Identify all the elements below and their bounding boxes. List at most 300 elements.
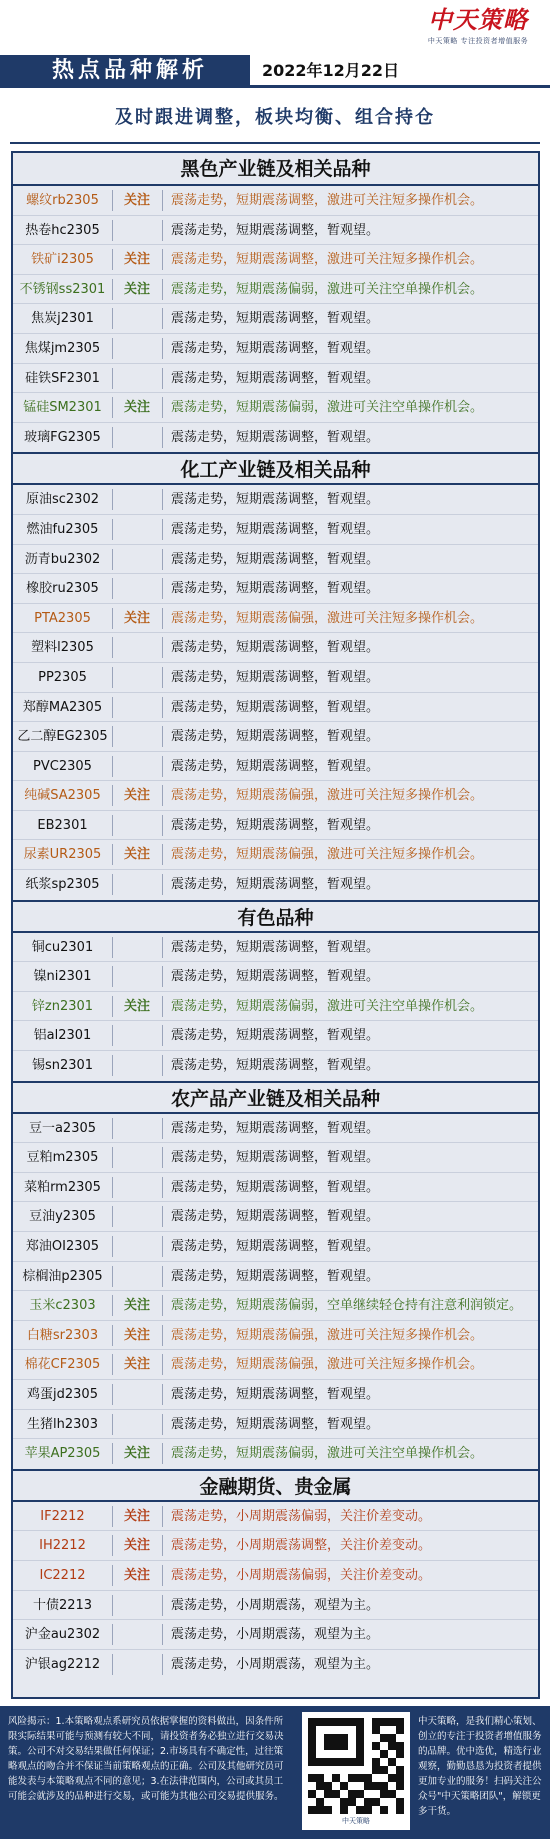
column-divider <box>162 1055 163 1076</box>
column-divider <box>112 966 113 987</box>
column-divider <box>162 667 163 688</box>
qr-module <box>388 1726 396 1734</box>
qr-module <box>340 1790 348 1798</box>
qr-module <box>332 1726 340 1734</box>
column-divider <box>112 1506 113 1527</box>
qr-module <box>316 1742 324 1750</box>
analysis-table <box>11 151 540 1699</box>
qr-module <box>372 1782 380 1790</box>
column-divider <box>162 368 163 389</box>
qr-module <box>332 1718 340 1726</box>
qr-module <box>348 1782 356 1790</box>
commodity-name: 白糖sr2303 <box>26 1327 99 1343</box>
qr-module <box>380 1734 388 1742</box>
column-divider <box>112 1384 113 1405</box>
qr-module <box>340 1806 348 1814</box>
commodity-outlook: 震荡走势，短期震荡偏强，激进可关注短多操作机会。 <box>171 788 484 804</box>
commodity-name: IH2212 <box>39 1538 86 1554</box>
page-subtitle: 及时跟进调整，板块均衡、组合持仓 <box>115 107 435 128</box>
commodity-name: 生猪lh2303 <box>27 1416 98 1432</box>
commodity-outlook: 震荡走势，短期震荡调整，暂观望。 <box>171 1120 380 1136</box>
qr-module <box>396 1798 404 1806</box>
qr-module <box>316 1718 324 1726</box>
column-divider <box>162 220 163 241</box>
commodity-name: 橡胶ru2305 <box>26 581 99 597</box>
commodity-row <box>13 1262 538 1292</box>
qr-module <box>316 1790 324 1798</box>
commodity-outlook: 震荡走势，短期震荡调整，激进可关注短多操作机会。 <box>171 193 484 208</box>
column-divider <box>162 489 163 510</box>
commodity-row <box>13 811 538 841</box>
qr-module <box>308 1806 316 1814</box>
column-divider <box>162 338 163 359</box>
section-heading: 黑色产业链及相关品种 <box>13 153 538 186</box>
focus-tag: 关注 <box>123 788 150 804</box>
commodity-name: PVC2305 <box>33 758 92 774</box>
qr-module <box>356 1766 364 1774</box>
qr-module <box>308 1782 316 1790</box>
commodity-name: 十债2213 <box>32 1597 93 1613</box>
qr-module <box>364 1758 372 1766</box>
qr-module <box>340 1742 348 1750</box>
qr-module <box>380 1806 388 1814</box>
commodity-name: 鸡蛋jd2305 <box>27 1386 98 1402</box>
column-divider <box>112 220 113 241</box>
section-body <box>13 1502 538 1680</box>
qr-module <box>396 1806 404 1814</box>
column-divider <box>162 1443 163 1464</box>
commodity-outlook: 震荡走势，短期震荡偏弱，空单继续轻仓持有注意利润锁定。 <box>171 1298 523 1314</box>
commodity-name: 铝al2301 <box>33 1028 92 1044</box>
qr-module <box>324 1758 332 1766</box>
column-divider <box>162 519 163 540</box>
qr-module <box>308 1790 316 1798</box>
column-divider <box>112 996 113 1017</box>
commodity-outlook: 震荡走势，短期震荡偏弱，激进可关注空单操作机会。 <box>171 400 484 416</box>
commodity-outlook: 震荡走势，短期震荡调整，暂观望。 <box>171 729 380 745</box>
section-heading: 农产品产业链及相关品种 <box>13 1081 538 1114</box>
qr-module <box>364 1798 372 1806</box>
column-divider <box>162 844 163 865</box>
qr-module <box>308 1734 316 1742</box>
qr-code[interactable] <box>302 1712 410 1830</box>
column-divider <box>112 1325 113 1346</box>
qr-module <box>348 1718 356 1726</box>
commodity-name: 纸浆sp2305 <box>25 877 100 893</box>
commodity-name: 沥青bu2302 <box>24 551 101 567</box>
qr-module <box>340 1782 348 1790</box>
column-divider <box>112 667 113 688</box>
qr-module <box>364 1774 372 1782</box>
qr-module <box>348 1766 356 1774</box>
qr-module <box>388 1782 396 1790</box>
commodity-row <box>13 275 538 305</box>
column-divider <box>162 608 163 629</box>
commodity-outlook: 震荡走势，短期震荡偏弱，激进可关注空单操作机会。 <box>171 1446 484 1462</box>
risk-disclaimer: 风险揭示：1.本策略观点系研究员依据掌握的资料做出，因条件所限实际结果可能与预测有较大不同，请投资者务必独立进行交易决策。公司不对交易结果做任何保证；2.市场具有不确定性，过往策略观点的吻合并不保证当前策略观点的正确。公司及其他研究员可能发表与本策略观点不同的意见；3.在法律范围内，公司或其员工可能会就涉及的品种进行交易，或可能为其他公司交易提供服务。 <box>8 1716 284 1802</box>
commodity-name: 铁矿i2305 <box>31 252 94 268</box>
commodity-name: 热卷hc2305 <box>25 222 100 238</box>
column-divider <box>162 697 163 718</box>
column-divider <box>112 1354 113 1375</box>
column-divider <box>112 519 113 540</box>
qr-module <box>332 1758 340 1766</box>
qr-module <box>396 1734 404 1742</box>
focus-tag: 关注 <box>123 1298 150 1314</box>
commodity-outlook: 震荡走势，短期震荡偏强，激进可关注短多操作机会。 <box>171 847 484 863</box>
qr-module <box>380 1718 388 1726</box>
commodity-outlook: 震荡走势，小周期震荡，观望为主。 <box>171 1656 380 1672</box>
qr-code-pattern <box>308 1718 404 1814</box>
qr-module <box>324 1766 332 1774</box>
column-divider <box>112 1147 113 1168</box>
commodity-outlook: 震荡走势，短期震荡调整，暂观望。 <box>171 669 380 685</box>
brand-about: 中天策略，是我们精心策划、创立的专注于投资者增值服务的品牌。优中选优，精选行业观察，勤勤恳恳为投资者提供更加专业的服务！扫码关注公众号"中天策略团队"，解锁更多干货。 <box>418 1716 542 1817</box>
commodity-row <box>13 545 538 575</box>
qr-module <box>324 1798 332 1806</box>
commodity-row <box>13 364 538 394</box>
section-body <box>13 186 538 452</box>
qr-module <box>308 1726 316 1734</box>
footer <box>0 1706 550 1839</box>
commodity-name: 菜粕rm2305 <box>24 1179 101 1195</box>
qr-module <box>308 1798 316 1806</box>
column-divider <box>112 844 113 865</box>
column-divider <box>162 578 163 599</box>
commodity-name: 玻璃FG2305 <box>24 429 101 445</box>
qr-module <box>356 1806 364 1814</box>
commodity-name: IC2212 <box>39 1567 86 1583</box>
qr-module <box>316 1750 324 1758</box>
commodity-outlook: 震荡走势，短期震荡调整，暂观望。 <box>171 429 380 445</box>
section-heading: 化工产业链及相关品种 <box>13 452 538 485</box>
section-body <box>13 933 538 1081</box>
qr-module <box>396 1790 404 1798</box>
qr-module <box>388 1766 396 1774</box>
qr-module <box>332 1750 340 1758</box>
focus-tag: 关注 <box>123 193 150 208</box>
commodity-name: 硅铁SF2301 <box>25 370 100 386</box>
commodity-name: 豆粕m2305 <box>26 1150 99 1166</box>
commodity-row <box>13 186 538 216</box>
report-date: 2022年12月22日 <box>262 61 400 80</box>
qr-module <box>340 1798 348 1806</box>
commodity-row <box>13 1232 538 1262</box>
column-divider <box>112 279 113 300</box>
commodity-row <box>13 1439 538 1469</box>
qr-module <box>364 1806 372 1814</box>
commodity-outlook: 震荡走势，短期震荡调整，暂观望。 <box>171 1416 380 1432</box>
qr-module <box>308 1758 316 1766</box>
commodity-name: 焦炭j2301 <box>31 311 94 327</box>
commodity-row <box>13 1591 538 1621</box>
qr-module <box>388 1758 396 1766</box>
qr-module <box>340 1718 348 1726</box>
qr-module <box>340 1750 348 1758</box>
qr-module <box>396 1758 404 1766</box>
commodity-outlook: 震荡走势，短期震荡调整，暂观望。 <box>171 1268 380 1284</box>
commodity-row <box>13 216 538 246</box>
commodity-row <box>13 752 538 782</box>
commodity-name: 塑料l2305 <box>31 640 94 656</box>
column-divider <box>162 1624 163 1645</box>
column-divider <box>162 726 163 747</box>
qr-module <box>340 1758 348 1766</box>
qr-module <box>356 1734 364 1742</box>
commodity-outlook: 震荡走势，短期震荡调整，暂观望。 <box>171 1239 380 1254</box>
qr-module <box>396 1766 404 1774</box>
column-divider <box>162 1384 163 1405</box>
qr-module <box>380 1774 388 1782</box>
qr-module <box>380 1750 388 1758</box>
column-divider <box>112 1055 113 1076</box>
commodity-outlook: 震荡走势，短期震荡偏强，激进可关注短多操作机会。 <box>171 1327 484 1343</box>
column-divider <box>162 549 163 570</box>
commodity-row <box>13 1321 538 1351</box>
column-divider <box>112 1624 113 1645</box>
qr-module <box>308 1718 316 1726</box>
commodity-row <box>13 1620 538 1650</box>
qr-module <box>372 1750 380 1758</box>
qr-module <box>348 1734 356 1742</box>
qr-module <box>372 1734 380 1742</box>
qr-module <box>324 1790 332 1798</box>
commodity-row <box>13 663 538 693</box>
commodity-outlook: 震荡走势，短期震荡偏强，激进可关注短多操作机会。 <box>171 610 484 626</box>
column-divider <box>112 190 113 211</box>
qr-module <box>324 1806 332 1814</box>
commodity-name: 豆油y2305 <box>29 1209 96 1225</box>
qr-module <box>388 1734 396 1742</box>
column-divider <box>112 608 113 629</box>
commodity-outlook: 震荡走势，短期震荡调整，暂观望。 <box>171 969 380 985</box>
commodity-outlook: 震荡走势，短期震荡调整，暂观望。 <box>171 1150 380 1166</box>
column-divider <box>162 1266 163 1287</box>
focus-tag: 关注 <box>123 1446 150 1462</box>
qr-module <box>380 1782 388 1790</box>
qr-module <box>388 1750 396 1758</box>
column-divider <box>112 397 113 418</box>
qr-module <box>332 1742 340 1750</box>
qr-module <box>380 1790 388 1798</box>
commodity-outlook: 震荡走势，短期震荡调整，暂观望。 <box>171 581 380 597</box>
qr-module <box>356 1798 364 1806</box>
commodity-outlook: 震荡走势，短期震荡偏弱，激进可关注空单操作机会。 <box>171 281 484 297</box>
subtitle-divider <box>10 142 540 144</box>
qr-module <box>332 1790 340 1798</box>
commodity-outlook: 震荡走势，短期震荡调整，暂观望。 <box>171 1209 380 1225</box>
qr-module <box>380 1798 388 1806</box>
qr-module <box>388 1798 396 1806</box>
column-divider <box>162 1177 163 1198</box>
qr-module <box>372 1790 380 1798</box>
column-divider <box>112 1118 113 1139</box>
commodity-name: 锡sn2301 <box>31 1058 94 1074</box>
commodity-name: 尿素UR2305 <box>23 847 102 863</box>
commodity-row <box>13 1380 538 1410</box>
qr-module <box>396 1782 404 1790</box>
section-heading: 金融期货、贵金属 <box>13 1469 538 1502</box>
column-divider <box>112 637 113 658</box>
qr-module <box>380 1742 388 1750</box>
commodity-row <box>13 1410 538 1440</box>
commodity-outlook: 震荡走势，短期震荡调整，暂观望。 <box>171 758 380 774</box>
commodity-row <box>13 574 538 604</box>
qr-module <box>364 1766 372 1774</box>
qr-module <box>316 1758 324 1766</box>
commodity-row <box>13 1021 538 1051</box>
column-divider <box>112 338 113 359</box>
commodity-outlook: 震荡走势，短期震荡调整，暂观望。 <box>171 1179 380 1195</box>
column-divider <box>112 368 113 389</box>
qr-module <box>364 1734 372 1742</box>
column-divider <box>162 1354 163 1375</box>
focus-tag: 关注 <box>123 1357 150 1373</box>
commodity-name: 郑油OI2305 <box>25 1239 100 1254</box>
brand-logo <box>418 6 538 50</box>
column-divider <box>162 874 163 895</box>
commodity-name: 锰硅SM2301 <box>23 400 102 416</box>
commodity-row <box>13 693 538 723</box>
commodity-outlook: 震荡走势，小周期震荡，观望为主。 <box>171 1597 380 1613</box>
column-divider <box>162 1654 163 1675</box>
commodity-name: 郑醇MA2305 <box>22 699 103 715</box>
qr-module <box>372 1774 380 1782</box>
qr-module <box>356 1782 364 1790</box>
commodity-outlook: 震荡走势，短期震荡调整，暂观望。 <box>171 370 380 386</box>
qr-module <box>332 1774 340 1782</box>
column-divider <box>112 937 113 958</box>
column-divider <box>162 1565 163 1586</box>
column-divider <box>162 1236 163 1257</box>
qr-module <box>316 1806 324 1814</box>
qr-caption: 中天策略 <box>342 1817 370 1825</box>
commodity-outlook: 震荡走势，短期震荡调整，暂观望。 <box>171 311 380 327</box>
column-divider <box>162 1325 163 1346</box>
commodity-row <box>13 840 538 870</box>
column-divider <box>112 1266 113 1287</box>
commodity-row <box>13 1350 538 1380</box>
qr-module <box>316 1798 324 1806</box>
column-divider <box>162 1535 163 1556</box>
commodity-name: 螺纹rb2305 <box>26 193 99 208</box>
commodity-name: 苹果AP2305 <box>24 1446 101 1462</box>
commodity-outlook: 震荡走势，短期震荡调整，暂观望。 <box>171 877 380 893</box>
qr-module <box>364 1790 372 1798</box>
qr-module <box>324 1782 332 1790</box>
title-underline <box>0 85 550 88</box>
qr-module <box>364 1782 372 1790</box>
commodity-outlook: 震荡走势，短期震荡调整，暂观望。 <box>171 640 380 656</box>
qr-module <box>332 1806 340 1814</box>
column-divider <box>112 697 113 718</box>
commodity-row <box>13 604 538 634</box>
column-divider <box>112 1236 113 1257</box>
column-divider <box>112 1177 113 1198</box>
column-divider <box>112 1443 113 1464</box>
commodity-row <box>13 304 538 334</box>
commodity-row <box>13 1143 538 1173</box>
commodity-name: 焦煤jm2305 <box>24 340 101 356</box>
column-divider <box>162 937 163 958</box>
commodity-row <box>13 515 538 545</box>
column-divider <box>162 1206 163 1227</box>
commodity-name: PTA2305 <box>34 610 91 626</box>
qr-module <box>356 1726 364 1734</box>
commodity-name: 锌zn2301 <box>31 998 94 1014</box>
commodity-outlook: 震荡走势，小周期震荡偏弱，关注价差变动。 <box>171 1508 432 1524</box>
qr-module <box>324 1718 332 1726</box>
qr-module <box>372 1742 380 1750</box>
qr-module <box>356 1758 364 1766</box>
commodity-outlook: 震荡走势，短期震荡调整，暂观望。 <box>171 340 380 356</box>
column-divider <box>162 279 163 300</box>
qr-module <box>324 1742 332 1750</box>
commodity-name: 玉米c2303 <box>29 1298 96 1314</box>
qr-module <box>380 1758 388 1766</box>
title-band <box>0 55 550 87</box>
qr-module <box>356 1790 364 1798</box>
commodity-outlook: 震荡走势，短期震荡调整，暂观望。 <box>171 817 380 833</box>
qr-module <box>332 1782 340 1790</box>
qr-module <box>356 1774 364 1782</box>
commodity-name: 豆一a2305 <box>28 1120 97 1136</box>
commodity-name: 镍ni2301 <box>33 969 92 985</box>
qr-module <box>324 1734 332 1742</box>
focus-tag: 关注 <box>123 281 150 297</box>
column-divider <box>112 1025 113 1046</box>
column-divider <box>162 1295 163 1316</box>
qr-module <box>316 1726 324 1734</box>
column-divider <box>112 1414 113 1435</box>
qr-module <box>388 1774 396 1782</box>
focus-tag: 关注 <box>123 1567 150 1583</box>
focus-tag: 关注 <box>123 847 150 863</box>
commodity-row <box>13 633 538 663</box>
qr-module <box>372 1806 380 1814</box>
commodity-outlook: 震荡走势，短期震荡调整，暂观望。 <box>171 1386 380 1402</box>
qr-module <box>396 1742 404 1750</box>
column-divider <box>162 996 163 1017</box>
commodity-outlook: 震荡走势，短期震荡调整，暂观望。 <box>171 1058 380 1074</box>
column-divider <box>112 578 113 599</box>
qr-module <box>372 1798 380 1806</box>
qr-module <box>332 1766 340 1774</box>
column-divider <box>112 874 113 895</box>
commodity-outlook: 震荡走势，短期震荡调整，暂观望。 <box>171 521 380 537</box>
commodity-name: EB2301 <box>37 817 88 833</box>
commodity-name: PP2305 <box>38 669 87 685</box>
column-divider <box>162 815 163 836</box>
column-divider <box>112 308 113 329</box>
commodity-name: 沪银ag2212 <box>24 1656 101 1672</box>
focus-tag: 关注 <box>123 400 150 416</box>
column-divider <box>112 1595 113 1616</box>
column-divider <box>112 756 113 777</box>
qr-module <box>364 1750 372 1758</box>
qr-module <box>340 1734 348 1742</box>
qr-module <box>348 1774 356 1782</box>
focus-tag: 关注 <box>123 1508 150 1524</box>
commodity-name: 原油sc2302 <box>25 492 99 508</box>
qr-module <box>308 1750 316 1758</box>
qr-module <box>316 1774 324 1782</box>
column-divider <box>112 549 113 570</box>
qr-module <box>316 1782 324 1790</box>
commodity-name: 铜cu2301 <box>31 939 94 955</box>
qr-module <box>340 1726 348 1734</box>
commodity-name: 纯碱SA2305 <box>24 788 101 804</box>
